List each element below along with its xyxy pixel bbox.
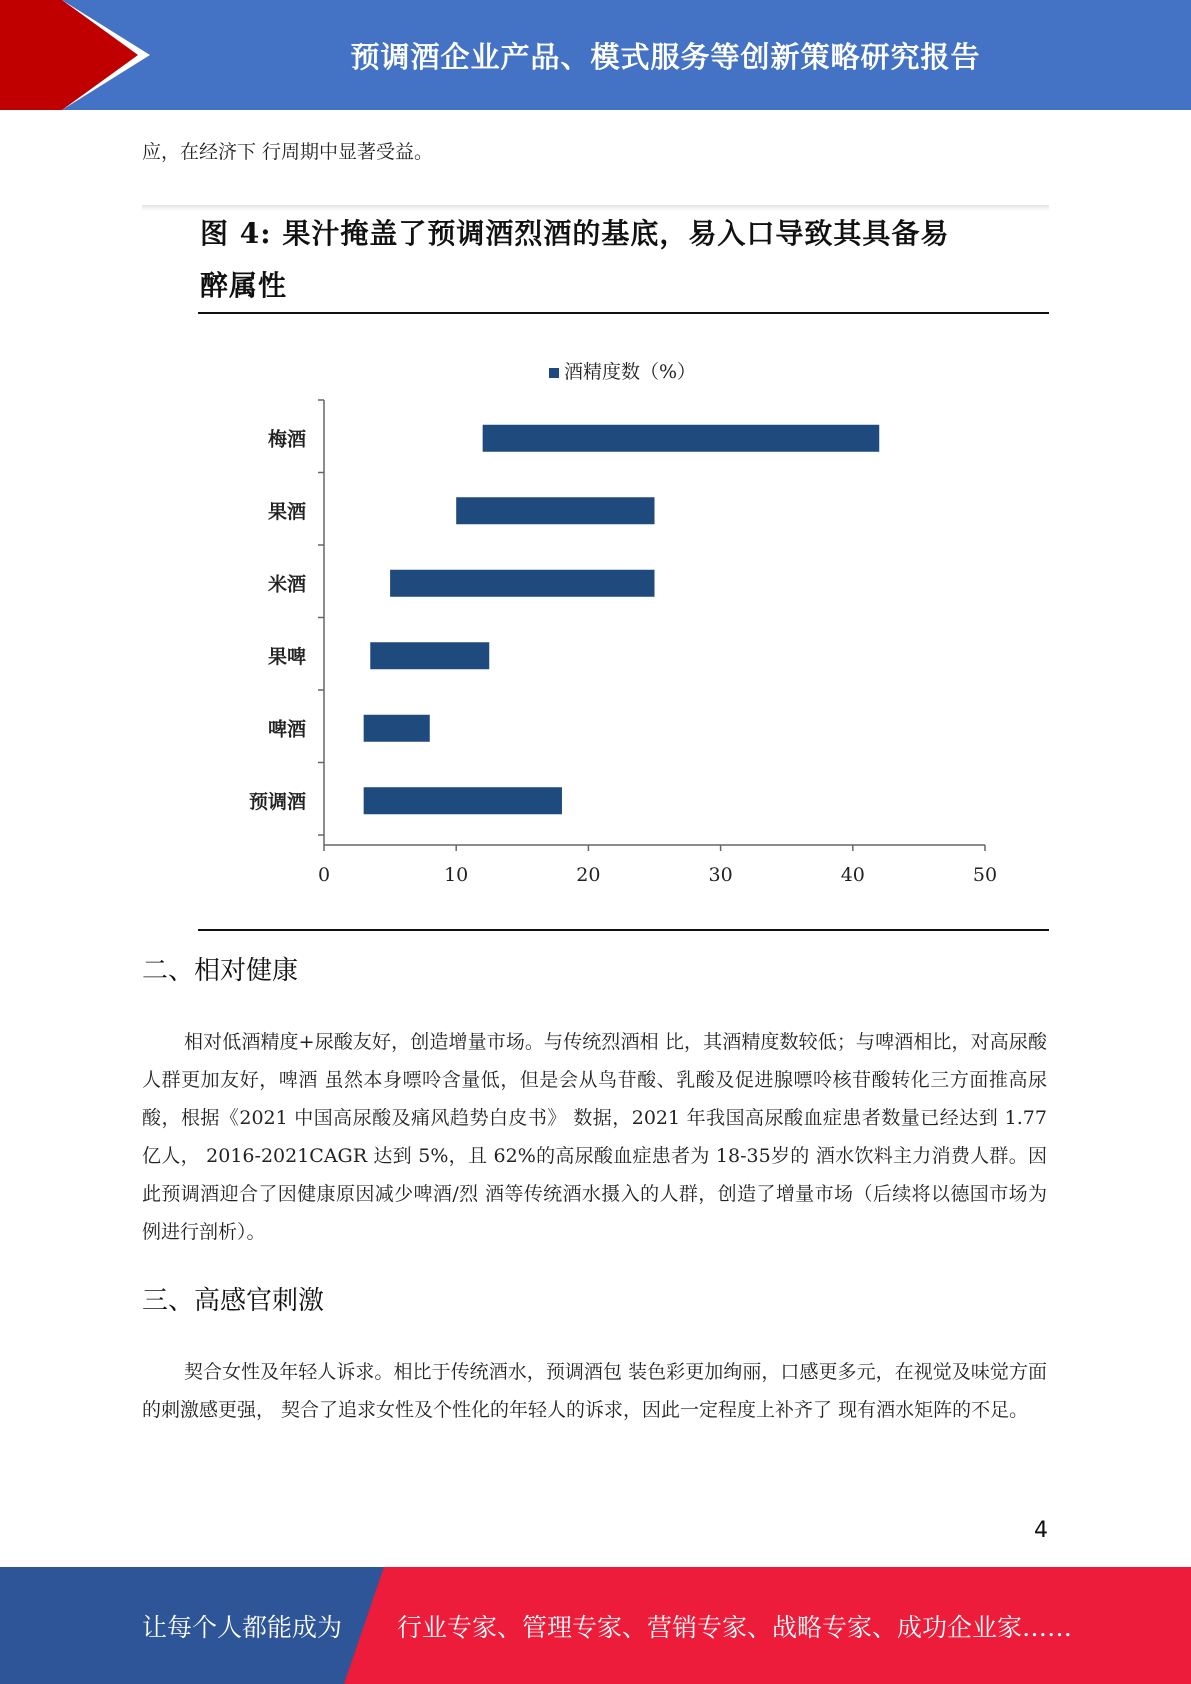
x-tick-label: 40 [840,864,865,886]
section-heading-sensory: 三、高感官刺激 [142,1286,325,1316]
figure-top-rule [198,312,1049,314]
chart-bar [483,425,880,452]
section-paragraph-health: 相对低酒精度+尿酸友好，创造增量市场。与传统烈酒相 比，其酒精度数较低；与啤酒相比，对高尿酸人群更加友好，啤酒 虽然本身嘌呤含量低，但是会从鸟苷酸、乳酸及促进腺嘌呤核苷酸转化三方面推高尿酸，根据《2021 中国高尿酸及痛风趋势白皮书》 数据，2021 年我国高尿酸血症患者数量已经达到 1.77 亿人， 2016-2021CAGR 达到 5%，且 62%的高尿酸血症患者为 18-35岁的 酒水饮料主力消费人群。因此预调酒迎合了因健康原因减少啤酒/烈 酒等传统酒水摄入的人群，创造了增量市场（后续将以德国市场为 例进行剖析）。 [142,1031,1047,1243]
chart-legend [549,361,696,383]
header-arrow-icon [0,0,160,110]
section-paragraph-sensory: 契合女性及年轻人诉求。相比于传统酒水，预调酒包 装色彩更加绚丽，口感更多元，在视觉及味觉方面的刺激感更强， 契合了追求女性及个性化的年轻人的诉求，因此一定程度上补齐了 现有酒水矩阵的不足。 [142,1361,1047,1421]
chart-bar [456,497,654,524]
chart-bar [364,715,430,742]
intro-text: 应，在经济下 行周期中显著受益。 [142,141,434,163]
chart-bar [390,570,654,597]
figure-bottom-rule [198,929,1049,931]
page-footer [0,1567,1191,1684]
chart-bar [364,787,562,814]
y-category-label: 果啤 [267,645,306,668]
footer-slogan-left: 让每个人都能成为 [142,1612,343,1642]
chart-container [198,320,1049,920]
page-header [0,0,1191,110]
x-tick-label: 0 [317,864,331,886]
x-tick-label: 20 [576,864,601,886]
y-category-label: 梅酒 [267,428,306,451]
y-category-label: 米酒 [267,573,306,596]
figure-caption-line-1: 图 4: 果汁掩盖了预调酒烈酒的基底，易入口导致其具备易 [200,217,950,250]
footer-slogan-right: 行业专家、管理专家、营销专家、战略专家、成功企业家…… [397,1612,1073,1642]
x-tick-label: 50 [972,864,998,886]
y-category-label: 果酒 [267,500,306,523]
page-number: 4 [1034,1518,1048,1543]
x-tick-label: 30 [708,864,733,886]
chart-bar [370,642,489,669]
legend-swatch [549,368,559,378]
y-category-label: 预调酒 [248,790,306,813]
legend-label: 酒精度数（%） [564,361,697,383]
figure-caption [200,208,1050,312]
x-tick-label: 10 [444,864,469,886]
section-heading-health: 二、相对健康 [142,956,299,986]
bar-chart [198,320,1049,920]
y-category-label: 啤酒 [267,718,306,741]
figure-caption-line-2: 醉属性 [200,269,288,302]
header-title: 预调酒企业产品、模式服务等创新策略研究报告 [350,39,981,74]
